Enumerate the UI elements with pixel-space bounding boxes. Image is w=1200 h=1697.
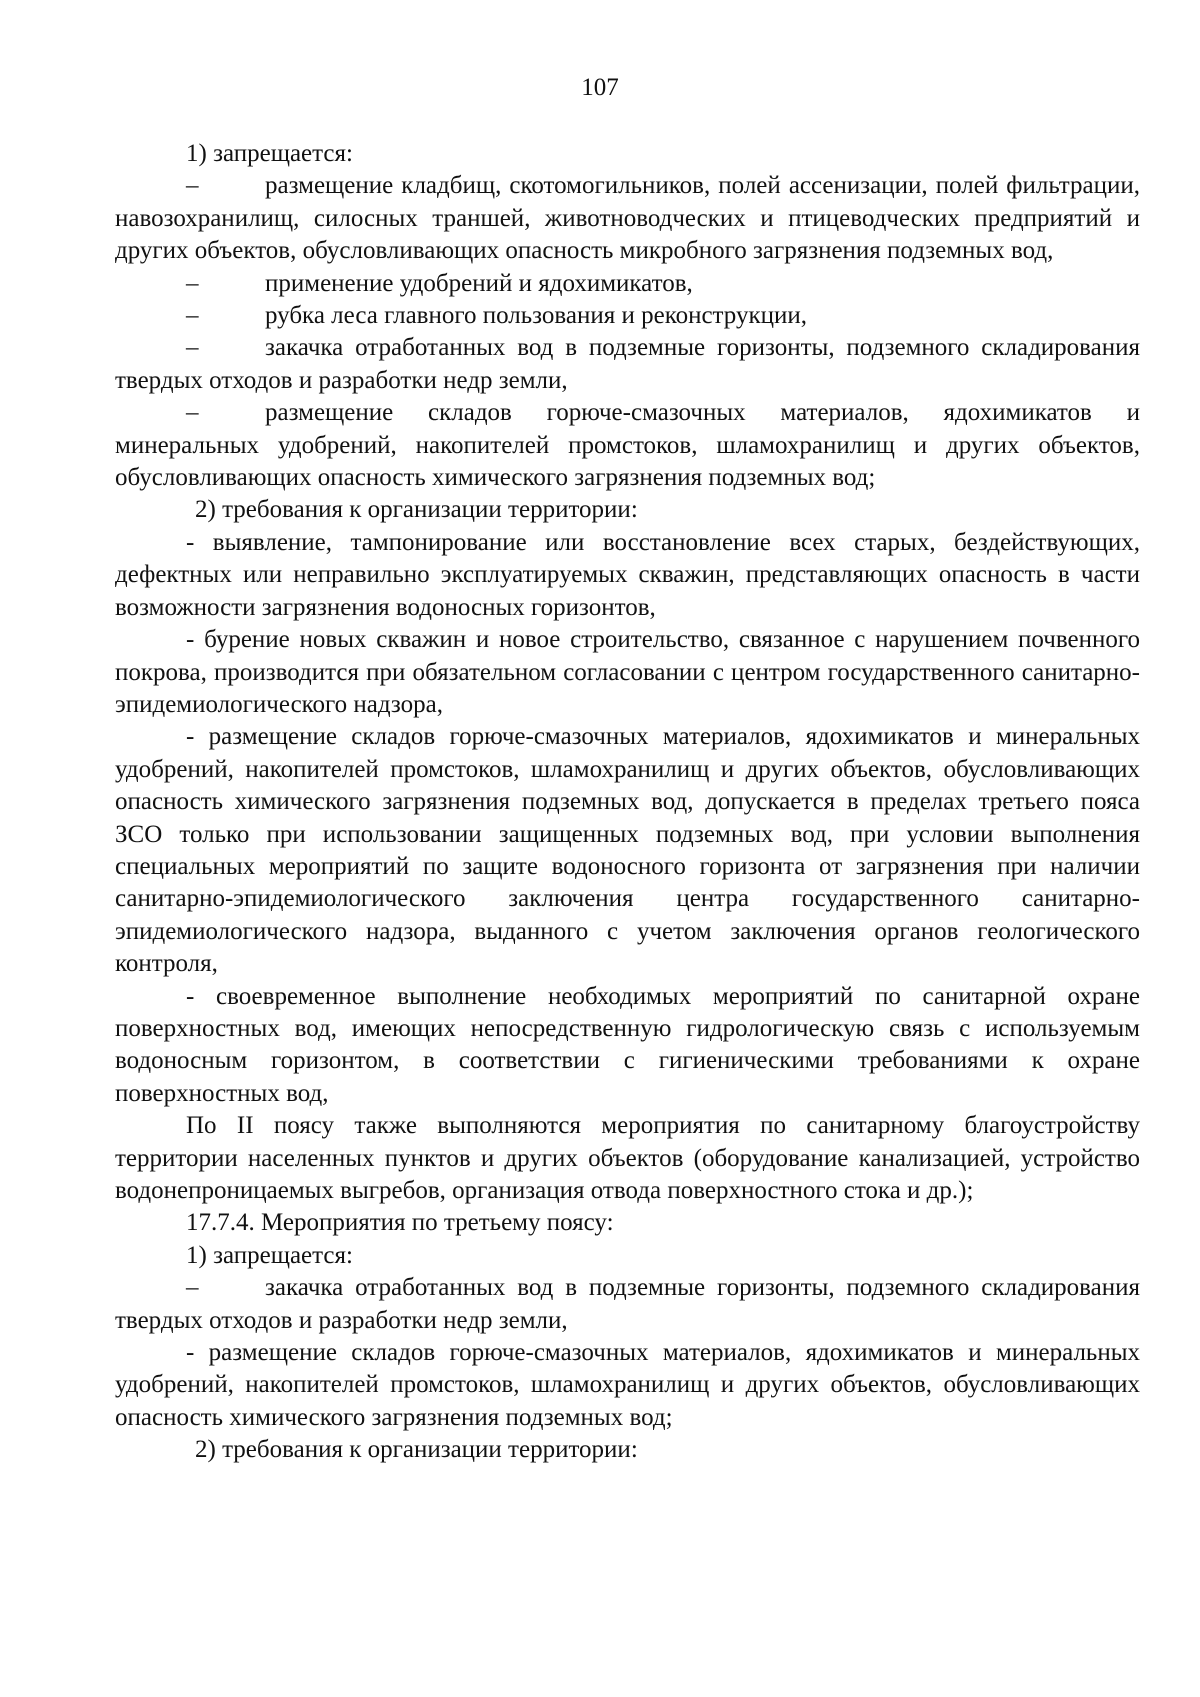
paragraph-text: 1) запрещается: [186,140,353,167]
paragraph-text: рубка леса главного пользования и реконструкции, [265,302,807,330]
list-item-fuel-storage-permitted [115,721,1140,980]
paragraph-text: закачка отработанных вод в подземные горизонты, подземного складирования твердых отходов и разработки недр земли, [115,334,1140,394]
list-item-new-wells [115,624,1140,721]
list-item-fuel-storage [115,1337,1140,1434]
document-body [115,138,1140,1467]
paragraph-text: применение удобрений и ядохимикатов, [265,269,693,297]
paragraph-prohibited-heading [115,1240,1140,1272]
paragraph-text: - размещение складов горюче-смазочных материалов, ядохимикатов и минеральных удобрений, накопителей промстоков, шламохранилищ и других объектов, обусловливающих опасность химического загрязнения подземных вод; [115,1339,1140,1431]
paragraph-territory-requirements [115,1434,1140,1466]
dash-marker: – [186,302,199,330]
list-item-logging [115,300,1140,332]
dash-marker: – [186,269,199,297]
paragraph-text: закачка отработанных вод в подземные горизонты, подземного складирования твердых отходов и разработки недр земли, [115,1274,1140,1334]
paragraph-text: - выявление, тампонирование или восстановление всех старых, бездействующих, дефектных или неправильно эксплуатируемых скважин, представляющих опасность в части возможности загрязнения водоносных горизонтов, [115,528,1140,621]
paragraph-text: - бурение новых скважин и новое строительство, связанное с нарушением почвенного покрова, производится при обязательном согласовании с центром государственного санитарно-эпидемиологического надзора, [115,626,1140,718]
paragraph-prohibited-heading [115,138,1140,170]
paragraph-territory-requirements [115,494,1140,526]
paragraph-text: - своевременное выполнение необходимых мероприятий по санитарной охране поверхностных вод, имеющих непосредственную гидрологическую связь с используемым водоносным горизонтом, в соответствии с гигиеническими требованиями к охране поверхностных вод, [115,982,1140,1107]
dash-marker: – [186,1274,199,1302]
list-item-surface-water-protection [115,981,1140,1111]
paragraph-text: По II поясу также выполняются мероприятия по санитарному благоустройству территории населенных пунктов и других объектов (оборудование канализацией, устройство водонепроницаемых выгребов, организация отвода поверхностного стока и др.); [115,1112,1140,1204]
paragraph-text: 2) требования к организации территории: [195,1436,638,1464]
list-item-old-wells [115,527,1140,624]
section-heading-17-7-4 [115,1207,1140,1239]
list-item-waste-injection [115,332,1140,397]
paragraph-zone-ii-measures [115,1110,1140,1207]
paragraph-text: 17.7.4. Мероприятия по третьему поясу: [186,1209,614,1237]
paragraph-text: размещение складов горюче-смазочных материалов, ядохимикатов и минеральных удобрений, накопителей промстоков, шламохранилищ и других объектов, обусловливающих опасность химического загрязнения подземных вод; [115,399,1140,492]
paragraph-text: - размещение складов горюче-смазочных материалов, ядохимикатов и минеральных удобрений, накопителей промстоков, шламохранилищ и других объектов, обусловливающих опасность химического загрязнения подземных вод, допускается в пределах третьего пояса ЗСО только при использовании защищенных подземных вод, при условии выполнения специальных мероприятий по защите водоносного горизонта от загрязнения при наличии санитарно-эпидемиологического заключения центра государственного санитарно-эпидемиологического надзора, выданного с учетом заключения органов геологического контроля, [115,723,1140,978]
paragraph-text: 1) запрещается: [186,1241,353,1269]
list-item-fertilizers [115,268,1140,300]
dash-marker: – [186,172,199,200]
page-number: 107 [581,74,619,101]
dash-marker: – [186,399,199,427]
list-item-waste-injection [115,1272,1140,1337]
paragraph-text: 2) требования к организации территории: [195,496,638,524]
dash-marker: – [186,334,199,362]
list-item-cemeteries [115,170,1140,267]
list-item-fuel-storage [115,397,1140,494]
paragraph-text: размещение кладбищ, скотомогильников, полей ассенизации, полей фильтрации, навозохранилищ, силосных траншей, животноводческих и птицеводческих предприятий и других объектов, обусловливающих опасность микробного загрязнения подземных вод, [115,172,1140,265]
